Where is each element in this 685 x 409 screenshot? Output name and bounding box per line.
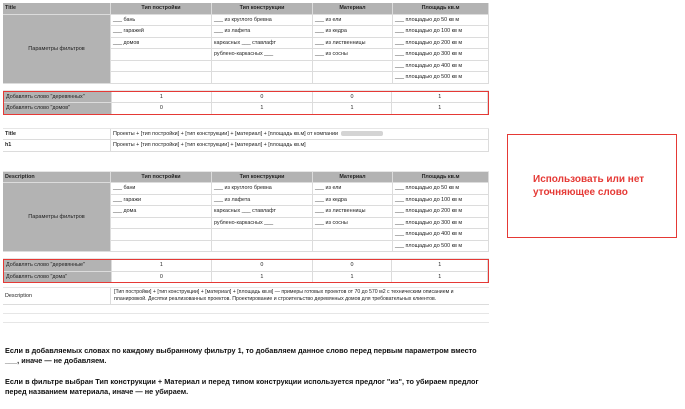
flag-label[interactable]: Добавлять слово "деревянные" xyxy=(4,260,112,271)
cell[interactable] xyxy=(313,241,393,252)
cell[interactable]: ___ площадью до 100 кв м xyxy=(393,195,489,206)
flag-value[interactable]: 1 xyxy=(313,272,393,283)
empty-row xyxy=(3,305,489,314)
flag-value[interactable]: 1 xyxy=(112,260,213,271)
callout-text: Использовать или нет уточняющее слово xyxy=(533,174,645,198)
cell[interactable]: ___ из сосны xyxy=(313,218,393,229)
header-cell[interactable]: Тип конструкции xyxy=(212,3,313,14)
title-label[interactable]: Title xyxy=(3,129,111,140)
cell[interactable]: каркасных ___ ставлафт xyxy=(212,38,313,49)
callout-box xyxy=(507,134,677,238)
cell[interactable]: ___ гаражи xyxy=(111,195,212,206)
flag-value[interactable]: 1 xyxy=(392,92,488,103)
cell[interactable] xyxy=(313,72,393,83)
header-row-1 xyxy=(3,3,489,15)
cell[interactable]: ___ из лафета xyxy=(212,26,313,37)
h1-template-cell[interactable]: Проекты + [тип постройки] + [тип конструкции] + [материал] + [площадь кв.м] xyxy=(111,140,489,151)
cell[interactable]: ___ из сосны xyxy=(313,49,393,60)
title-template-row xyxy=(3,129,489,141)
cell[interactable] xyxy=(111,218,212,229)
cell[interactable]: ___ из лафета xyxy=(212,195,313,206)
cell[interactable] xyxy=(212,241,313,252)
cell[interactable] xyxy=(111,49,212,60)
flag-value[interactable]: 1 xyxy=(212,272,313,283)
cell[interactable]: ___ площадью до 50 кв м xyxy=(393,15,489,26)
cell[interactable]: ___ из ели xyxy=(313,15,393,26)
flag-row xyxy=(4,272,488,283)
cell[interactable] xyxy=(212,72,313,83)
flag-label[interactable]: Добавлять слово "домов" xyxy=(4,103,112,114)
cell[interactable] xyxy=(111,241,212,252)
cell[interactable]: ___ площадью до 300 кв м xyxy=(393,218,489,229)
cell[interactable]: ___ площадью до 200 кв м xyxy=(393,38,489,49)
cell[interactable]: ___ из кедра xyxy=(313,26,393,37)
cell[interactable]: ___ из кедра xyxy=(313,195,393,206)
flag-value[interactable]: 1 xyxy=(392,272,488,283)
header-cell[interactable]: Тип постройки xyxy=(111,172,212,183)
cell[interactable]: ___ из лиственницы xyxy=(313,206,393,217)
header-cell[interactable]: Тип постройки xyxy=(111,3,212,14)
description-template-text[interactable]: [Тип постройки] + [тип конструкции] + [материал] + [площадь кв.м] — примеры готовых проектов от 70 до 570 м2 с техническим описанием и планировкой. Десятки реализованных проектов. Проектирование и строительство деревянных домов для требовательных клиентов. xyxy=(114,289,454,303)
cell[interactable] xyxy=(212,229,313,240)
header-cell[interactable]: Тип конструкции xyxy=(212,172,313,183)
cell[interactable]: ___ площадью до 50 кв м xyxy=(393,183,489,194)
flag-row xyxy=(4,260,488,272)
cell[interactable]: каркасных ___ ставлафт xyxy=(212,206,313,217)
header-cell[interactable]: Площадь кв.м xyxy=(393,172,489,183)
cell[interactable]: ___ площадью до 400 кв м xyxy=(393,229,489,240)
h1-template-row xyxy=(3,140,489,152)
header-cell[interactable]: Title xyxy=(3,3,111,14)
flag-value[interactable]: 1 xyxy=(392,103,488,114)
cell[interactable] xyxy=(212,61,313,72)
filter-params-block-1 xyxy=(3,15,489,84)
cell[interactable]: ___ из круглого бревна xyxy=(212,15,313,26)
header-cell[interactable]: Площадь кв.м xyxy=(393,3,489,14)
flag-row xyxy=(4,92,488,104)
cell[interactable]: ___ площадью до 500 кв м xyxy=(393,72,489,83)
cell[interactable] xyxy=(111,229,212,240)
header-row-2 xyxy=(3,172,489,184)
blurred-company-name xyxy=(341,131,383,136)
cell[interactable]: ___ гаражей xyxy=(111,26,212,37)
cell[interactable]: рублено-каркасных ___ xyxy=(212,49,313,60)
empty-row xyxy=(3,152,489,172)
cell[interactable] xyxy=(111,72,212,83)
flag-value[interactable]: 0 xyxy=(112,272,213,283)
cell[interactable] xyxy=(313,229,393,240)
header-cell[interactable]: Материал xyxy=(313,172,393,183)
filter-params-label[interactable]: Параметры фильтров xyxy=(3,15,111,83)
header-cell[interactable]: Материал xyxy=(313,3,393,14)
cell[interactable]: ___ из ели xyxy=(313,183,393,194)
flag-value[interactable]: 1 xyxy=(313,103,393,114)
header-cell[interactable]: Description xyxy=(3,172,111,183)
note-rule-1: Если в добавляемых словах по каждому выбранному фильтру 1, то добавляем данное слово перед первым параметром вместо ___, иначе — не добавляем. xyxy=(5,346,477,365)
cell[interactable]: ___ площадью до 300 кв м xyxy=(393,49,489,60)
cell[interactable]: ___ площадью до 400 кв м xyxy=(393,61,489,72)
description-label[interactable]: Description xyxy=(3,288,111,304)
flag-value[interactable]: 0 xyxy=(112,103,213,114)
cell[interactable] xyxy=(111,61,212,72)
flag-value[interactable]: 1 xyxy=(392,260,488,271)
flag-value[interactable]: 0 xyxy=(313,260,393,271)
flag-value[interactable]: 1 xyxy=(212,103,313,114)
cell[interactable]: ___ домов xyxy=(111,38,212,49)
flag-value[interactable]: 0 xyxy=(313,92,393,103)
cell[interactable]: ___ из круглого бревна xyxy=(212,183,313,194)
empty-row xyxy=(3,314,489,323)
flag-label[interactable]: Добавлять слово "дома" xyxy=(4,272,112,283)
flag-value[interactable]: 0 xyxy=(212,260,313,271)
flag-value[interactable]: 0 xyxy=(212,92,313,103)
cell[interactable]: ___ площадью до 200 кв м xyxy=(393,206,489,217)
cell[interactable]: ___ дома xyxy=(111,206,212,217)
filter-params-label[interactable]: Параметры фильтров xyxy=(3,183,111,251)
cell[interactable]: рубленo-каркасных ___ xyxy=(212,218,313,229)
empty-row xyxy=(3,115,489,129)
flag-label[interactable]: Добавлять слово "деревянных" xyxy=(4,92,112,103)
title-template-text: Проекты + [тип постройки] + [тип конструкции] + [материал] + [площадь кв.м] от компании xyxy=(113,130,339,137)
filter-params-block-2 xyxy=(3,183,489,252)
note-rule-2: Если в фильтре выбран Тип конструкции + Материал и перед типом конструкции используется предлог "из", то убираем предлог перед названием материала, иначе — не убираем. xyxy=(5,377,479,396)
cell[interactable]: ___ площадью до 500 кв м xyxy=(393,241,489,252)
cell[interactable]: ___ из лиственницы xyxy=(313,38,393,49)
flags-highlight-box-1 xyxy=(3,91,489,115)
title-template-cell[interactable] xyxy=(111,129,489,140)
h1-label[interactable]: h1 xyxy=(3,140,111,151)
cell[interactable]: ___ площадью до 100 кв м xyxy=(393,26,489,37)
flags-highlight-box-2 xyxy=(3,259,489,283)
cell[interactable] xyxy=(313,61,393,72)
spreadsheet xyxy=(3,3,489,323)
description-template-row xyxy=(3,288,489,305)
flag-value[interactable]: 1 xyxy=(112,92,213,103)
flag-row xyxy=(4,103,488,114)
cell[interactable]: ___ бань xyxy=(111,15,212,26)
cell[interactable]: ___ бани xyxy=(111,183,212,194)
empty-row xyxy=(3,252,489,259)
empty-row xyxy=(3,84,489,91)
